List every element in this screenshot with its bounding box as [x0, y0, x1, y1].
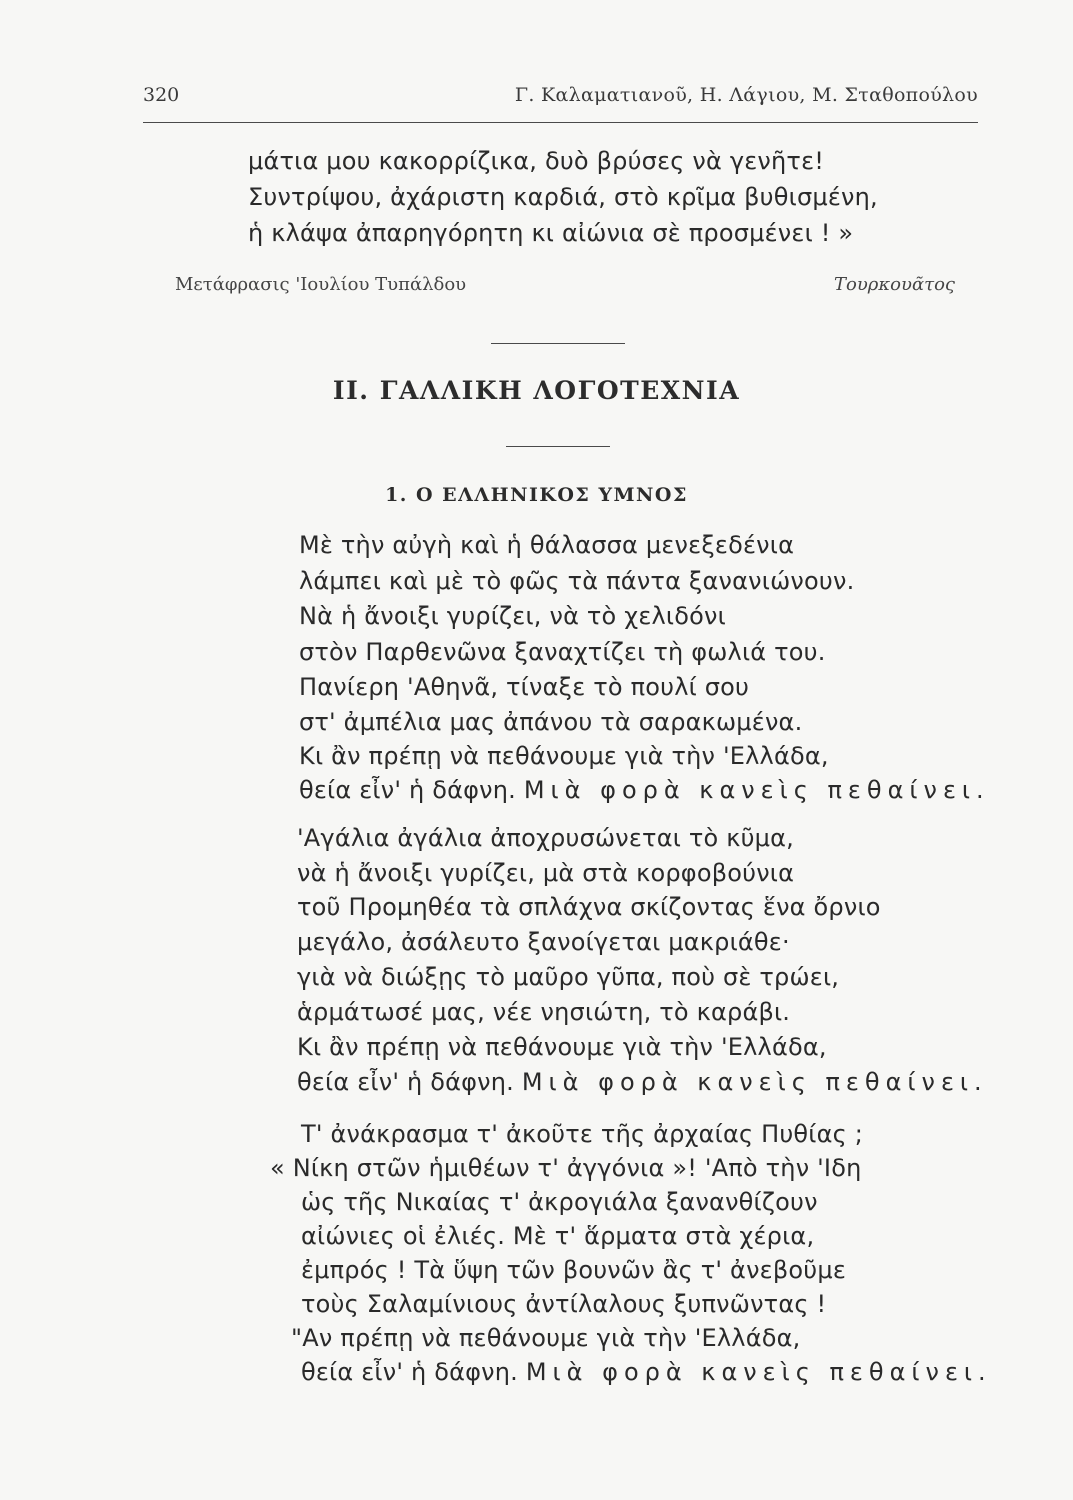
poem-line: αἰώνιες οἱ ἐλιές. Μὲ τ' ἅρματα στὰ χέρια,	[301, 1222, 815, 1250]
refrain-part-a: θεία εἶν' ἡ δάφνη.	[299, 776, 516, 804]
poem-line: νὰ ἡ ἄνοιξι γυρίζει, μὰ στὰ κορφοβούνια	[297, 859, 795, 887]
poem-line: μεγάλο, ἀσάλευτο ξανοίγεται μακριάθε·	[297, 928, 790, 956]
poem-line: Πανίερη 'Αθηνᾶ, τίναξε τὸ πουλί σου	[299, 673, 750, 701]
poem-line: τοῦ Προμηθέα τὰ σπλάχνα σκίζοντας ἕνα ὄρνιο	[297, 893, 881, 921]
title-divider	[506, 446, 610, 447]
poem-line: « Νίκη στῶν ἡμιθέων τ' ἀγγόνια »! 'Απὸ τὴν 'Ιδη	[270, 1154, 862, 1182]
poem-line: Μὲ τὴν αὐγὴ καὶ ἡ θάλασσα μενεξεδένια	[299, 531, 795, 559]
refrain-part-b: Μιὰ φορὰ κανεὶς πεθαίνει.	[525, 1358, 992, 1386]
poem-line: γιὰ νὰ διώξῃς τὸ μαῦρο γῦπα, ποὺ σὲ τρώει,	[297, 963, 840, 991]
poem-line: "Αν πρέπῃ νὰ πεθάνουμε γιὰ τὴν 'Ελλάδα,	[291, 1324, 801, 1352]
poem-line: στ' ἀμπέλια μας ἀπάνου τὰ σαρακωμένα.	[299, 708, 803, 736]
poem-line: ὡς τῆς Νικαίας τ' ἀκρογιάλα ξανανθίζουν	[301, 1188, 818, 1216]
poem-line: Τ' ἀνάκρασμα τ' ἀκοῦτε τῆς ἀρχαίας Πυθίας ;	[301, 1120, 864, 1148]
poem-line: τοὺς Σαλαμίνιους ἀντίλαλους ξυπνῶντας !	[301, 1290, 827, 1318]
refrain-part-a: θεία εἶν' ἡ δάφνη.	[301, 1358, 518, 1386]
poem-line: ἁρμάτωσέ μας, νέε νησιώτη, τὸ καράβι.	[297, 998, 791, 1026]
prev-poem-line: Συντρίψου, ἀχάριστη καρδιά, στὸ κρῖμα βυθισμένη,	[248, 183, 878, 211]
header-rule	[143, 122, 978, 123]
prev-poem-line: μάτια μου κακορρίζικα, δυὸ βρύσες νὰ γενῆτε!	[248, 147, 825, 175]
running-head: Γ. Καλαματιανοῦ, Η. Λάγιου, Μ. Σταθοπούλου	[514, 84, 978, 106]
poem-line: Νὰ ἡ ἄνοιξι γυρίζει, νὰ τὸ χελιδόνι	[299, 602, 726, 630]
refrain-part-a: θεία εἶν' ἡ δάφνη.	[297, 1068, 514, 1096]
refrain-part-b: Μιὰ φορὰ κανεὶς πεθαίνει.	[523, 776, 990, 804]
refrain-line	[299, 775, 990, 805]
page-number: 320	[143, 84, 180, 106]
poem-line: ἐμπρός ! Τὰ ὕψη τῶν βουνῶν ἂς τ' ἀνεβοῦμε	[301, 1256, 846, 1284]
refrain-part-b: Μιὰ φορὰ κανεὶς πεθαίνει.	[521, 1068, 988, 1096]
poem-line: Κι ἂν πρέπῃ νὰ πεθάνουμε γιὰ τὴν 'Ελλάδα,	[297, 1033, 827, 1061]
page-header	[143, 84, 978, 120]
section-title: ΙΙ. ΓΑΛΛΙΚΗ ΛΟΓΟΤΕΧΝΙΑ	[332, 376, 741, 405]
prev-poem-line: ἡ κλάψα ἀπαρηγόρητη κι αἰώνια σὲ προσμένει ! »	[248, 219, 854, 247]
author-credit: Τουρκουᾶτος	[834, 274, 955, 295]
translator-credit: Μετάφρασις 'Ιουλίου Τυπάλδου	[175, 274, 467, 295]
poem-line: στὸν Παρθενῶνα ξαναχτίζει τὴ φωλιά του.	[299, 638, 826, 666]
poem-line: Κι ἂν πρέπῃ νὰ πεθάνουμε γιὰ τὴν 'Ελλάδα,	[299, 742, 829, 770]
poem-title: 1. Ο ΕΛΛΗΝΙΚΟΣ ΥΜΝΟΣ	[385, 484, 688, 506]
poem-line: 'Αγάλια ἀγάλια ἀποχρυσώνεται τὸ κῦμα,	[297, 824, 794, 852]
refrain-line	[297, 1067, 988, 1097]
poem-line: λάμπει καὶ μὲ τὸ φῶς τὰ πάντα ξανανιώνουν.	[299, 567, 855, 595]
section-divider	[491, 343, 625, 344]
refrain-line	[301, 1357, 992, 1387]
